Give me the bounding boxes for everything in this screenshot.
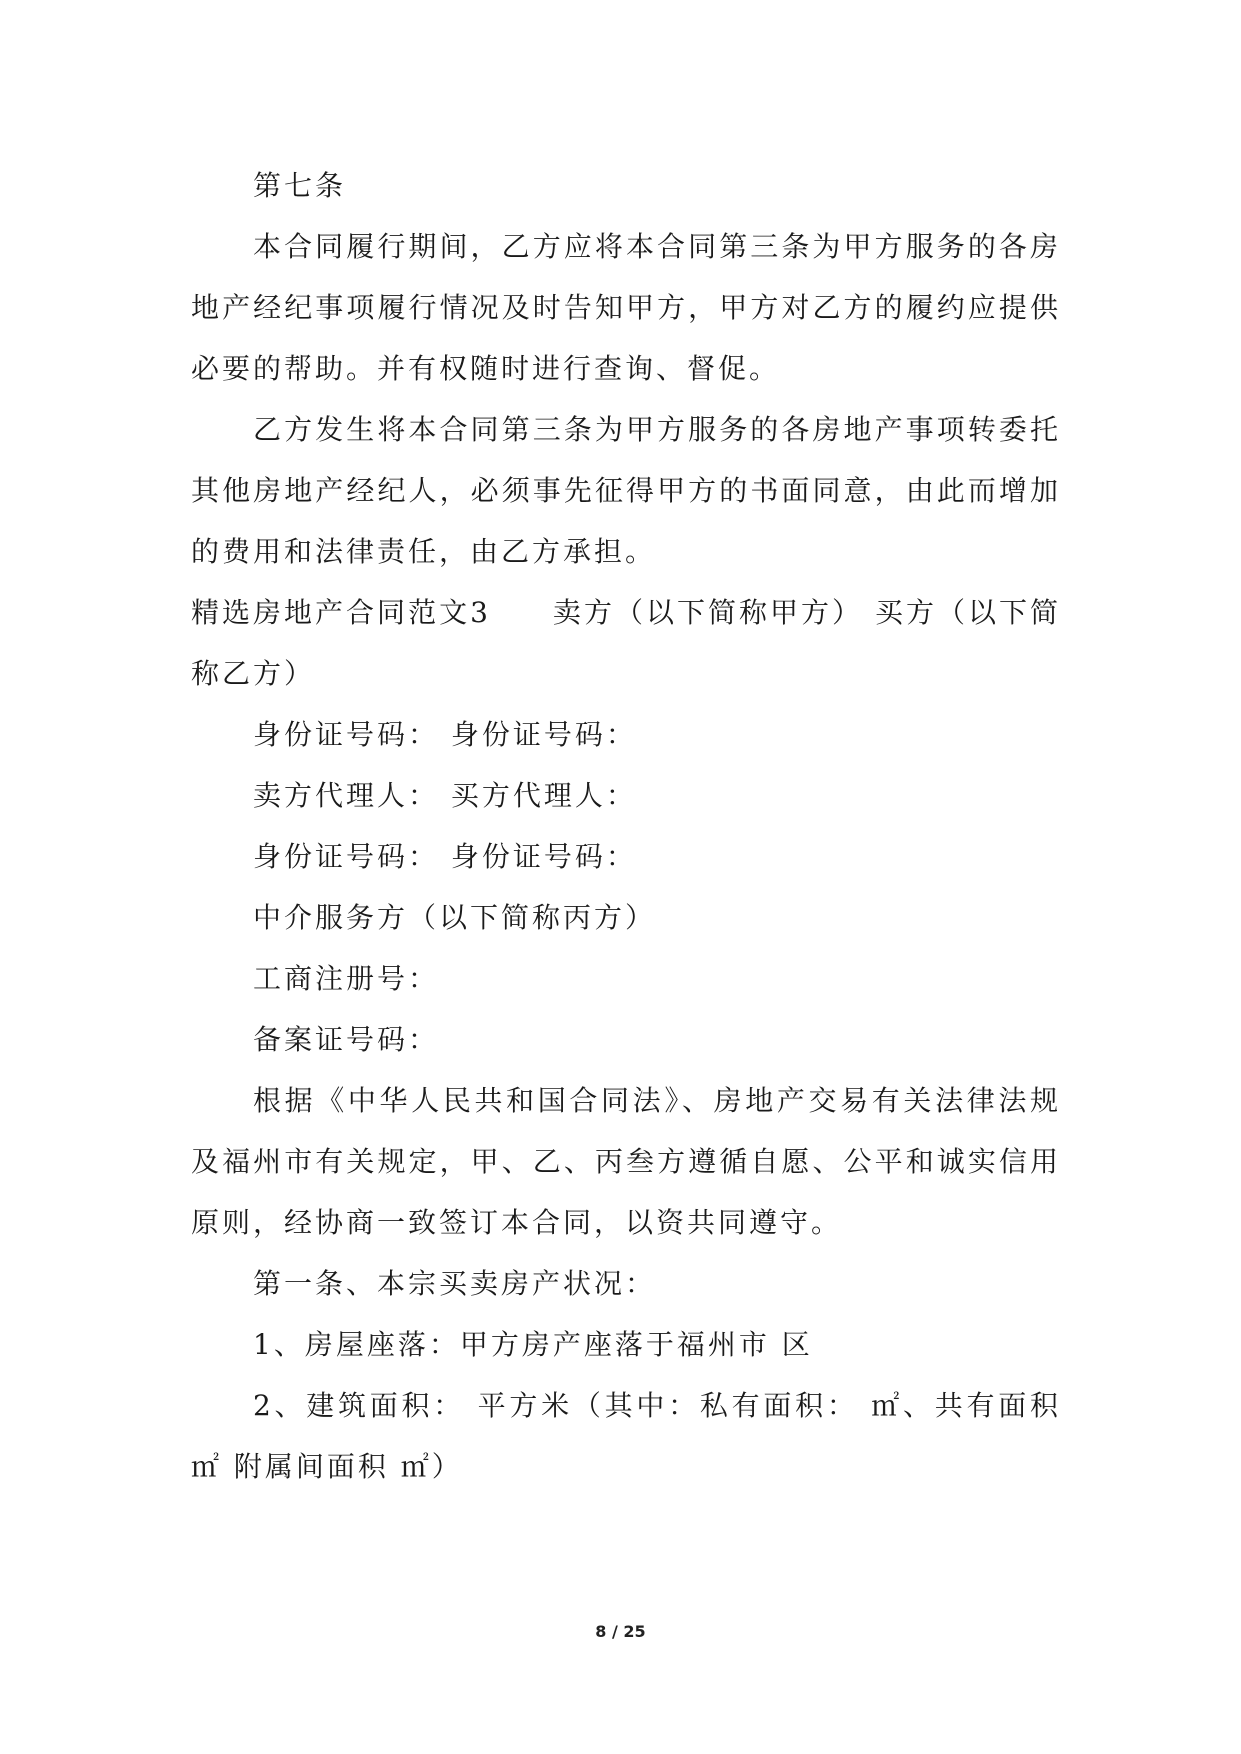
agents-line: 卖方代理人： 买方代理人： bbox=[253, 779, 637, 812]
preamble-paragraph: 根据《中华人民共和国合同法》、房地产交易有关法律法规及福州市有关规定，甲、乙、丙叁方遵循自愿、公平和诚实信用原则，经协商一致签订本合同，以资共同遵守。 bbox=[191, 1084, 1061, 1239]
intermediary-line: 中介服务方（以下简称丙方） bbox=[253, 901, 657, 934]
template3-title: 精选房地产合同范文3 bbox=[191, 596, 491, 629]
business-registration-line: 工商注册号： bbox=[253, 962, 440, 995]
filing-certificate-line: 备案证号码： bbox=[253, 1023, 440, 1056]
id-number-line-1: 身份证号码： 身份证号码： bbox=[253, 718, 637, 751]
template3-line bbox=[191, 582, 1061, 704]
article7-paragraph-2: 乙方发生将本合同第三条为甲方服务的各房地产事项转委托其他房地产经纪人，必须事先征得甲方的书面同意，由此而增加的费用和法律责任，由乙方承担。 bbox=[191, 413, 1061, 568]
article1-heading: 第一条、本宗买卖房产状况： bbox=[253, 1267, 657, 1300]
item-2-area: 2、建筑面积： 平方米（其中：私有面积： ㎡、共有面积 ㎡ 附属间面积 ㎡） bbox=[191, 1389, 1061, 1483]
article7-heading: 第七条 bbox=[253, 169, 347, 202]
page-number: 8 / 25 bbox=[595, 1622, 646, 1641]
item-1-location: 1、房屋座落：甲方房产座落于福州市 区 bbox=[253, 1328, 813, 1361]
id-number-line-2: 身份证号码： 身份证号码： bbox=[253, 840, 637, 873]
article7-paragraph-1: 本合同履行期间，乙方应将本合同第三条为甲方服务的各房地产经纪事项履行情况及时告知甲方，甲方对乙方的履约应提供必要的帮助。并有权随时进行查询、督促。 bbox=[191, 230, 1061, 385]
document-body bbox=[191, 155, 1061, 1497]
template3-parties: 卖方（以下简称甲方） 买方（以下简称乙方） bbox=[191, 596, 1061, 690]
